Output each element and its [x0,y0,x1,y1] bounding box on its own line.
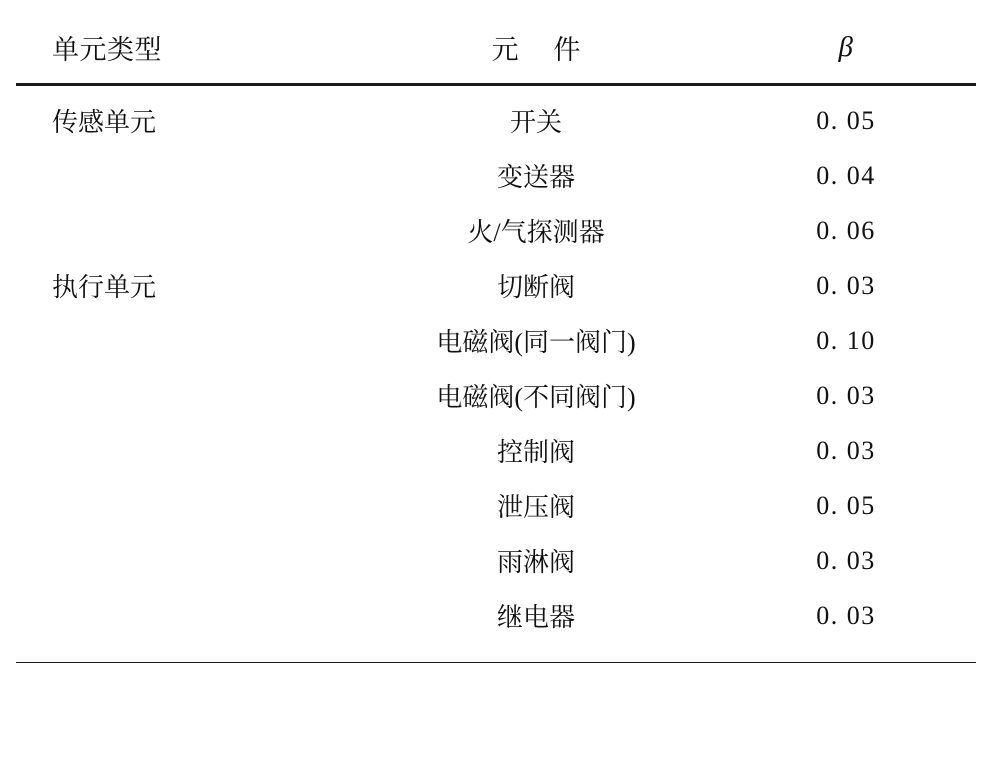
cell-unit-type [16,313,356,368]
cell-unit-type: 执行单元 [52,273,157,302]
beta-factor-table [16,14,976,663]
cell-component: 电磁阀(同一阀门) [436,328,636,357]
cell-unit-type [16,368,356,423]
table-row [16,478,976,533]
cell-unit-type: 传感单元 [52,108,157,137]
table-row [16,533,976,588]
cell-component: 电磁阀(不同阀门) [436,383,636,412]
cell-beta: 0. 10 [816,325,876,355]
table-row [16,86,976,148]
table-spacer [16,652,976,663]
cell-component: 变送器 [496,163,575,192]
cell-unit-type [16,148,356,203]
cell-unit-type [16,533,356,588]
table-row [16,368,976,423]
table-row [16,588,976,652]
table-bottom-rule [16,663,976,664]
header-component: 元 件 [491,35,595,65]
header-unit-type: 单元类型 [52,35,162,65]
cell-component: 继电器 [496,603,575,632]
table-row [16,203,976,258]
cell-component: 泄压阀 [496,493,575,522]
cell-component: 雨淋阀 [496,548,575,577]
cell-unit-type [16,588,356,652]
table-row [16,148,976,203]
cell-beta: 0. 03 [816,270,876,300]
cell-beta: 0. 03 [816,600,876,630]
cell-beta: 0. 03 [816,380,876,410]
table-header-row [16,14,976,84]
cell-component: 火/气探测器 [467,218,605,247]
cell-component: 开关 [509,108,562,137]
cell-beta: 0. 04 [816,160,876,190]
cell-component: 切断阀 [496,273,575,302]
cell-unit-type [16,423,356,478]
cell-beta: 0. 03 [816,435,876,465]
table-row [16,423,976,478]
cell-beta: 0. 03 [816,545,876,575]
cell-component: 控制阀 [496,438,575,467]
header-beta: β [838,31,854,63]
table-row [16,258,976,313]
cell-beta: 0. 05 [816,490,876,520]
cell-beta: 0. 06 [816,215,876,245]
cell-unit-type [16,478,356,533]
table-row [16,313,976,368]
cell-unit-type [16,203,356,258]
cell-beta: 0. 05 [816,105,876,135]
